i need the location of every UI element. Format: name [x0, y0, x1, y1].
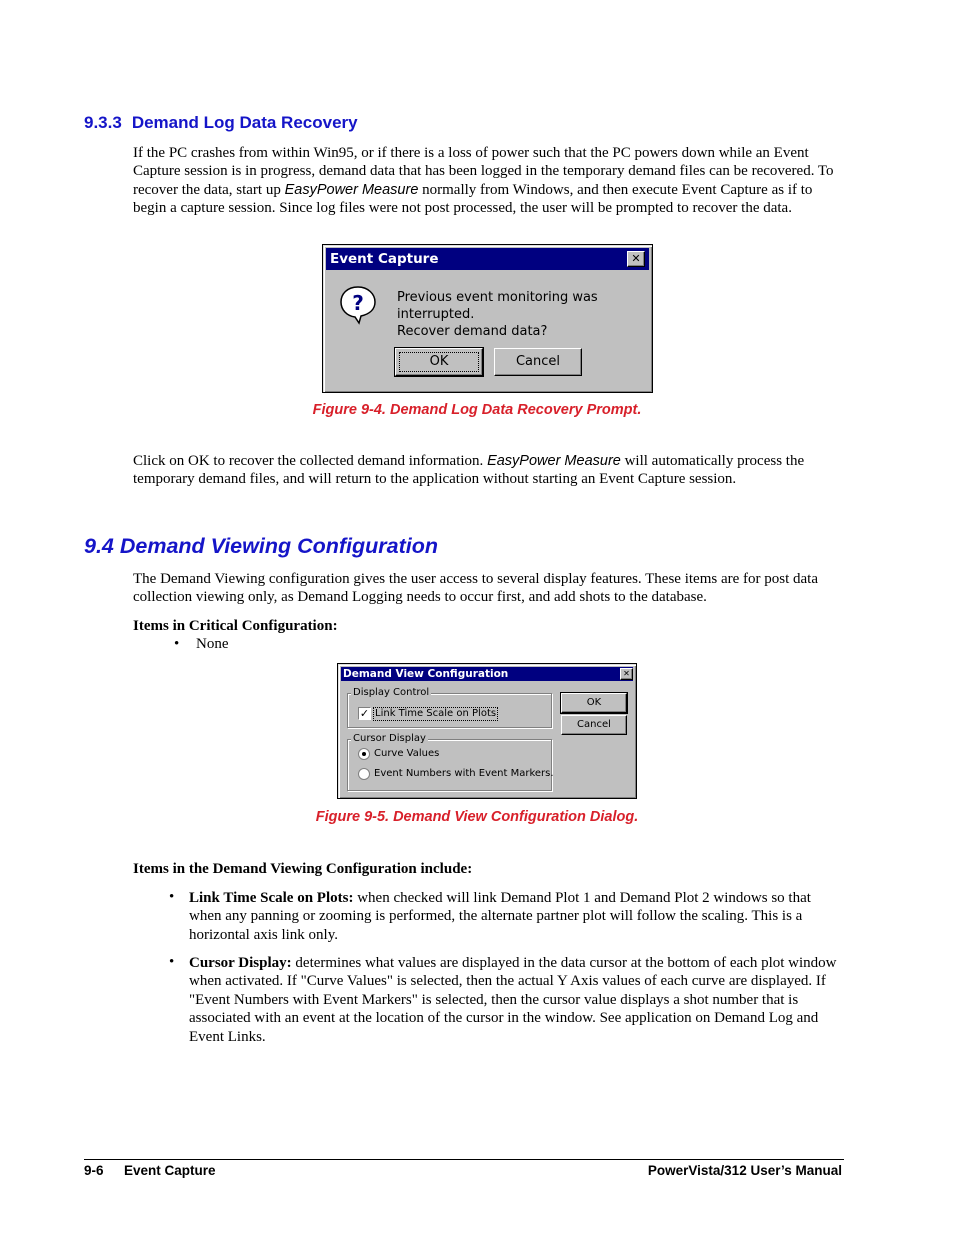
event-numbers-label[interactable]: Event Numbers with Event Markers.	[374, 768, 554, 779]
para-text: If the PC crashes from within Win95, or if there is a loss of power such that the PC powers down while an Event Capture session is in progress, demand data that has been logged in the temporary demand files can be recovered. To recover the data, start up	[133, 145, 834, 198]
product-name: EasyPower Measure	[487, 453, 621, 469]
event-capture-dialog	[322, 244, 653, 393]
bullet-item	[174, 636, 179, 653]
dialog-message	[397, 289, 652, 340]
dialog-titlebar	[326, 248, 649, 270]
figure-caption-9-4: Figure 9-4. Demand Log Data Recovery Prompt.	[312, 402, 642, 418]
bullet-term: Cursor Display:	[189, 955, 292, 971]
footer-manual-title: PowerVista/312 User’s Manual	[647, 1163, 842, 1178]
bullet-term: Link Time Scale on Plots:	[189, 890, 354, 906]
dialog-title: Demand View Configuration	[343, 668, 509, 680]
section-title: Demand Log Data Recovery	[131, 113, 358, 132]
close-icon[interactable]: ✕	[620, 668, 633, 680]
group-label: Display Control	[353, 687, 430, 698]
svg-text:?: ?	[352, 291, 364, 315]
demand-view-config-dialog	[337, 663, 637, 799]
cancel-label: Cancel	[515, 354, 561, 369]
bullet-text: determines what values are displayed in the data cursor at the bottom of each plot window when activated. If "Curve Values" is selected, then the actual Y Axis values of each curve are displayed. If "Event Numbers with Event Markers" is selected, then the cursor value displays a shot number that is associated with an event at the location of the cursor in the window. See application on Demand Log and Event Links.	[189, 955, 837, 1045]
ok-button[interactable]	[395, 348, 483, 376]
dialog-titlebar	[341, 667, 633, 681]
message-line: Recover demand data?	[397, 324, 548, 339]
ok-label: OK	[429, 354, 449, 369]
paragraph-recovery-result	[133, 452, 845, 489]
bullet-icon: •	[169, 954, 175, 970]
footer-chapter: Event Capture	[124, 1163, 216, 1178]
para-text: will automatically process the temporary demand files, and will return to the application without starting an Event Capture session.	[133, 453, 805, 488]
footer-rule	[84, 1159, 844, 1160]
cancel-button[interactable]	[494, 348, 582, 376]
dialog-title: Event Capture	[330, 251, 439, 267]
paragraph-viewing-intro: The Demand Viewing configuration gives the user access to several display features. These items are for post data collection viewing only, as Demand Logging needs to occur first, and add shots to the database.	[133, 571, 818, 606]
cancel-button[interactable]	[561, 715, 627, 735]
message-line: Previous event monitoring was interrupted.	[397, 290, 598, 322]
product-name: EasyPower Measure	[284, 181, 419, 198]
ok-label: OK	[586, 697, 602, 708]
group-label: Cursor Display	[353, 733, 426, 744]
para-text: normally from Windows, and then execute Event Capture as if to begin a capture session. Since log files were not post processed, the user will be prompted to recover the data.	[133, 181, 813, 217]
curve-values-radio[interactable]	[358, 748, 370, 760]
ok-button[interactable]	[561, 693, 627, 713]
bullet-text: when checked will link Demand Plot 1 and Demand Plot 2 windows so that when any panning or zooming is performed, the alternate partner plot will follow the scaling. This is a horizontal axis link only.	[189, 890, 811, 943]
cancel-label: Cancel	[577, 719, 611, 730]
section-heading-9-4: 9.4 Demand Viewing Configuration	[84, 534, 438, 558]
figure-caption-9-5: Figure 9-5. Demand View Configuration Dialog.	[315, 809, 639, 825]
section-number: 9.3.3	[84, 113, 122, 132]
link-time-scale-checkbox[interactable]: ✓	[359, 707, 370, 720]
close-icon[interactable]: ✕	[627, 251, 645, 267]
bullet-link-time-scale	[189, 889, 844, 944]
cursor-display-group	[347, 739, 552, 791]
question-icon	[339, 285, 373, 319]
section-heading-9-3-3	[84, 113, 358, 133]
bullet-icon: •	[174, 636, 180, 652]
link-time-scale-label[interactable]: Link Time Scale on Plots	[375, 708, 497, 719]
bullet-icon: •	[169, 889, 175, 905]
event-numbers-radio[interactable]	[358, 768, 370, 780]
items-heading: Items in the Demand Viewing Configuration include:	[133, 861, 473, 877]
bullet-cursor-display	[189, 954, 844, 1046]
curve-values-label[interactable]: Curve Values	[374, 748, 440, 759]
critical-item-none: None	[196, 636, 229, 652]
paragraph-recovery-intro	[133, 144, 845, 218]
footer-page-number: 9-6	[84, 1163, 104, 1178]
critical-config-heading: Items in Critical Configuration:	[133, 618, 338, 634]
para-text: Click on OK to recover the collected demand information.	[133, 453, 488, 469]
